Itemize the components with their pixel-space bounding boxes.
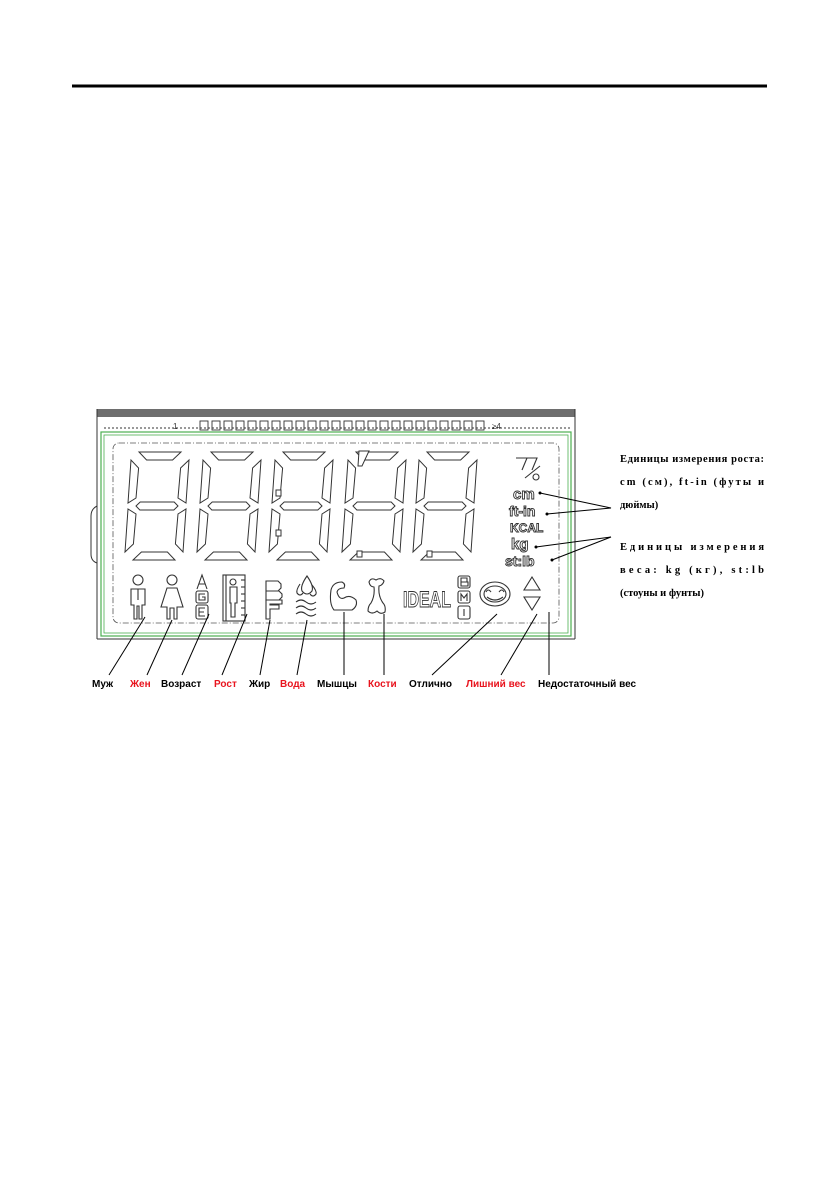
weight-units-line-1: Единицы измерения xyxy=(620,542,764,553)
weight-units-line-2: веса: kg (кг), st:lb xyxy=(620,565,764,576)
digit-3-segment-f xyxy=(272,460,283,503)
digit-2-segment-f xyxy=(200,460,211,503)
age-icon xyxy=(196,575,208,619)
scale-segment xyxy=(428,421,436,430)
digit-2-segment-d xyxy=(205,552,247,560)
male-icon xyxy=(131,575,145,619)
scale-start-label: 1 xyxy=(173,422,178,431)
height-units-line-2: cm (см), ft-in (футы и xyxy=(620,477,764,488)
caption-age: Возраст xyxy=(161,679,202,690)
bone-icon xyxy=(368,579,385,614)
digit-1-segment-a xyxy=(139,452,181,460)
lcd-side-tab xyxy=(91,506,97,563)
digit-5-segment-e xyxy=(413,509,424,552)
scale-segment xyxy=(404,421,412,430)
scale-segment xyxy=(320,421,328,430)
female-icon xyxy=(161,575,183,619)
unit-cm: cm xyxy=(513,486,535,503)
scale-segment xyxy=(224,421,232,430)
digit-1-segment-g xyxy=(136,502,178,510)
ideal-indicator xyxy=(403,587,451,612)
smiley-icon xyxy=(480,582,510,606)
unit-kg: kg xyxy=(511,536,529,553)
digit-3-segment-b xyxy=(322,460,333,503)
unit-kcal: KCAL xyxy=(510,521,544,535)
height-icon xyxy=(223,575,245,621)
scale-segment xyxy=(476,421,484,430)
body-fat-icon xyxy=(266,581,282,619)
digit-5-segment-b xyxy=(466,460,477,503)
digit-3-segment-d xyxy=(277,552,319,560)
leader-lines xyxy=(109,612,549,675)
caption-female: Жен xyxy=(130,679,151,690)
height-units-line-1: Единицы измерения роста: xyxy=(620,454,764,465)
digit-4-segment-b xyxy=(395,460,406,503)
scale-segment xyxy=(284,421,292,430)
colon-lower-dot xyxy=(276,530,281,536)
unit-st-lb: st:lb xyxy=(505,553,535,569)
scale-segment xyxy=(368,421,376,430)
unit-ft-in: ft-in xyxy=(509,503,536,519)
digit-3-segment-c xyxy=(319,509,330,552)
scale-segment xyxy=(212,421,220,430)
scale-segment xyxy=(308,421,316,430)
digit-1-segment-b xyxy=(178,460,189,503)
caption-bone: Кости xyxy=(368,679,397,690)
caption-fat: Жир xyxy=(249,679,271,690)
scale-segment xyxy=(464,421,472,430)
digit-1-segment-c xyxy=(175,509,186,552)
muscle-icon xyxy=(330,582,356,610)
digit-2-segment-g xyxy=(208,502,250,510)
digit-2-segment-a xyxy=(211,452,253,460)
percent-top-marks xyxy=(516,458,537,470)
scale-segment xyxy=(380,421,388,430)
scale-segment xyxy=(236,421,244,430)
scale-segment xyxy=(356,421,364,430)
caption-muscle: Мышцы xyxy=(317,679,357,690)
digit-5-segment-a xyxy=(427,452,469,460)
digit-1-segment-e xyxy=(125,509,136,552)
scale-segment xyxy=(344,421,352,430)
digit-2-segment-c xyxy=(247,509,258,552)
digit-1-segment-f xyxy=(128,460,139,503)
height-units-note xyxy=(620,454,764,511)
digit-4-segment-g xyxy=(353,502,395,510)
scale-segment xyxy=(296,421,304,430)
digit-2-segment-b xyxy=(250,460,261,503)
scale-segment xyxy=(392,421,400,430)
scale-segment xyxy=(332,421,340,430)
water-icon xyxy=(296,576,316,616)
colon-upper-dot xyxy=(276,490,281,496)
icon-row xyxy=(131,575,540,621)
scale-segment xyxy=(200,421,208,430)
ideal-text: IDEAL xyxy=(403,587,451,612)
scale-segment xyxy=(260,421,268,430)
unit-labels xyxy=(505,486,543,569)
digit-1-segment-d xyxy=(133,552,175,560)
caption-height: Рост xyxy=(214,679,237,690)
height-units-line-3: дюймы) xyxy=(620,500,659,511)
digit-4-segment-d xyxy=(350,552,392,560)
caption-underweight: Недостаточный вес xyxy=(538,679,637,690)
digit-5-segment-g xyxy=(424,502,466,510)
scale-segment xyxy=(440,421,448,430)
caption-male: Муж xyxy=(92,679,114,690)
digit-5-segment-c xyxy=(463,509,474,552)
caption-excellent: Отлично xyxy=(409,679,452,690)
digit-4-segment-f xyxy=(345,460,356,503)
caption-overweight: Лишний вес xyxy=(466,679,526,690)
decimal-point-1 xyxy=(357,551,362,557)
underweight-arrow-icon xyxy=(524,597,540,610)
digit-4-segment-c xyxy=(392,509,403,552)
scale-segment xyxy=(416,421,424,430)
scale-segment xyxy=(272,421,280,430)
digit-4-segment-e xyxy=(342,509,353,552)
decimal-point-2 xyxy=(427,551,432,557)
scale-segment xyxy=(248,421,256,430)
scale-end-label: ≥4 xyxy=(492,422,501,431)
scale-segments xyxy=(200,421,484,430)
caption-water: Вода xyxy=(280,679,306,690)
percent-dot xyxy=(533,474,539,480)
weight-units-note xyxy=(620,542,764,599)
seven-segment-digits xyxy=(125,452,477,560)
bmi-icon xyxy=(458,576,470,619)
weight-units-line-3: (стоуны и фунты) xyxy=(620,588,704,599)
digit-3-segment-g xyxy=(280,502,322,510)
unit-callout-lines xyxy=(535,492,612,562)
lcd-top-bar xyxy=(97,409,575,417)
digit-2-segment-e xyxy=(197,509,208,552)
scale-segment xyxy=(452,421,460,430)
digit-5-segment-f xyxy=(416,460,427,503)
captions xyxy=(92,679,637,690)
overweight-arrow-icon xyxy=(524,577,540,590)
digit-3-segment-a xyxy=(283,452,325,460)
